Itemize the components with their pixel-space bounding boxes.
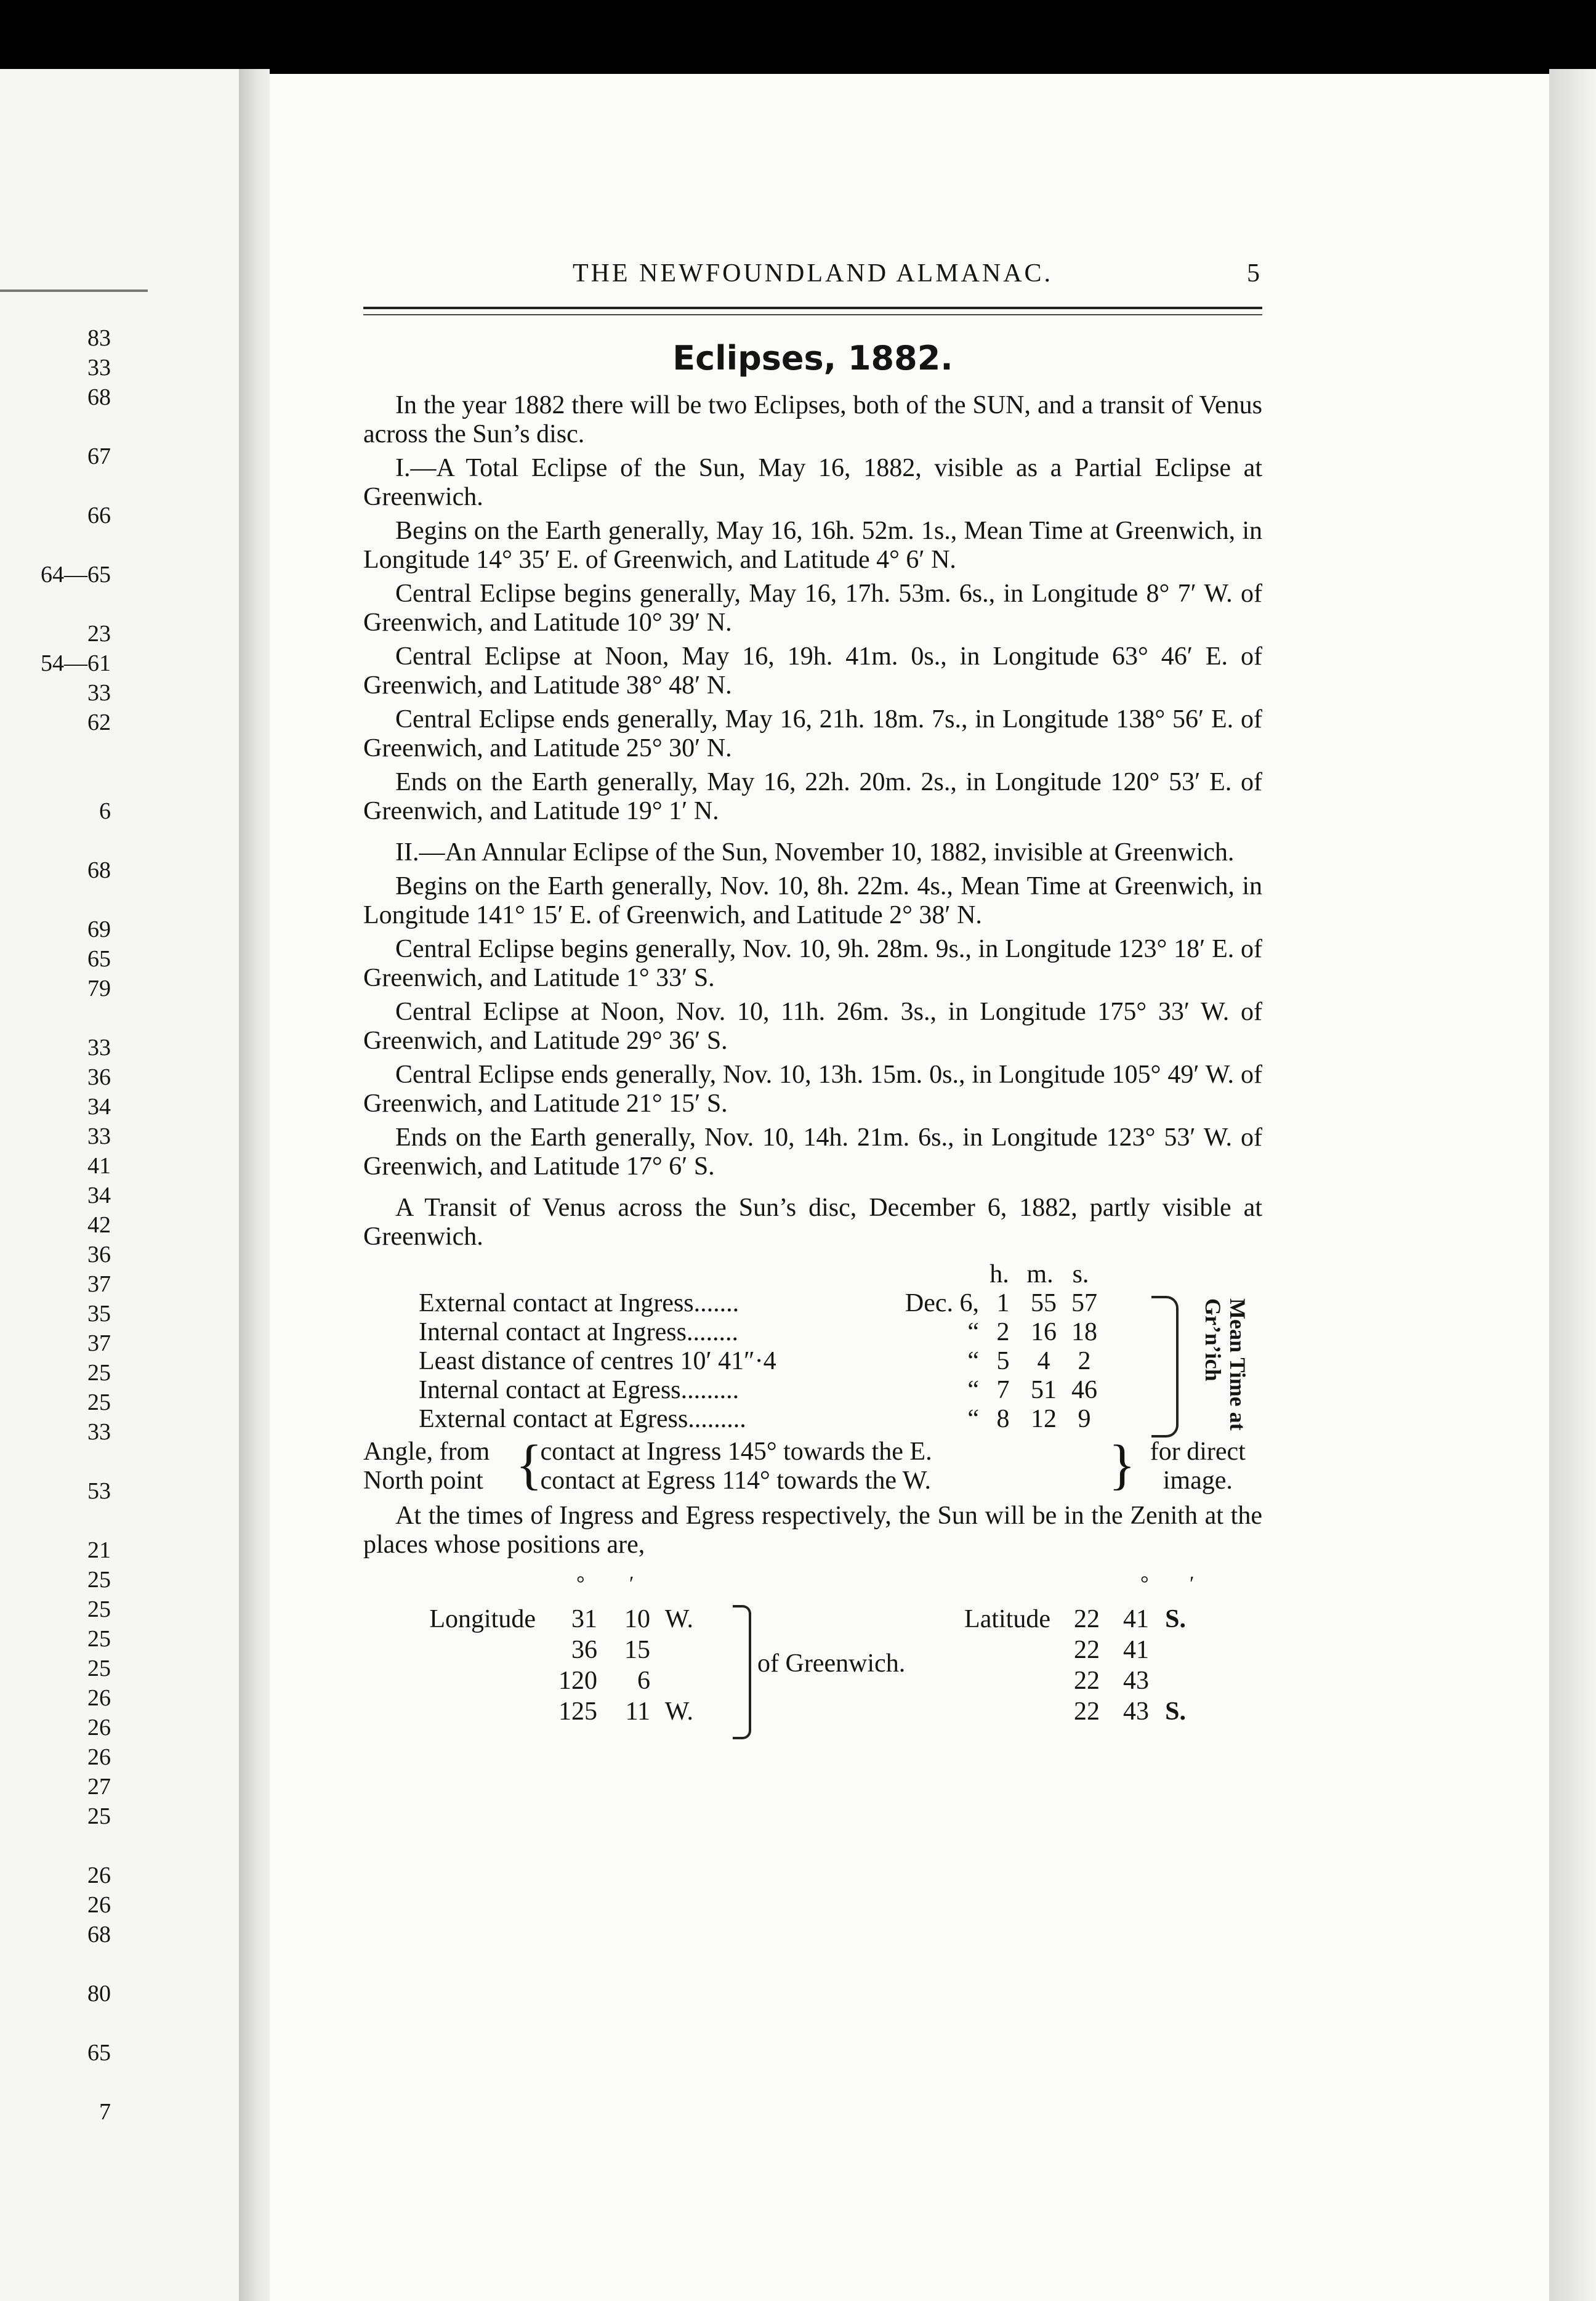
- zenith-cell: W.: [664, 1605, 693, 1633]
- angle-block: [363, 1434, 1262, 1495]
- paragraph: II.—An Annular Eclipse of the Sun, November 10, 1882, invisible at Greenwich.: [395, 838, 1235, 867]
- zenith-cell: [363, 1667, 536, 1696]
- left-page-number: 53: [87, 1478, 111, 1504]
- zenith-row: [363, 1605, 1262, 1634]
- transit-m: 4: [1037, 1347, 1050, 1375]
- left-page-number: [0, 826, 111, 855]
- left-page-number: 25: [87, 1567, 111, 1593]
- book-gutter: [239, 69, 270, 2301]
- zenith-cell: 43: [1123, 1697, 1149, 1726]
- left-page-number: 26: [87, 1744, 111, 1770]
- zenith-cell: 22: [1074, 1697, 1100, 1726]
- left-page-number: 26: [87, 1685, 111, 1711]
- right-brace: [1151, 1296, 1179, 1438]
- page-number: 5: [1247, 259, 1262, 288]
- paragraph: Central Eclipse begins generally, Nov. 10, 9h. 28m. 9s., in Longitude 123° 18′ E. of Greenwich, and Latitude 1° 33′ S.: [363, 935, 1262, 992]
- left-page-number: 37: [87, 1330, 111, 1356]
- left-page-number: 25: [87, 1626, 111, 1652]
- left-brace: {: [515, 1434, 542, 1495]
- left-page-number: [0, 2068, 111, 2097]
- left-page-number: 64—65: [41, 562, 111, 588]
- zenith-cell: [1149, 1667, 1186, 1696]
- zenith-cell: 22: [1074, 1636, 1100, 1664]
- paragraph: Central Eclipse ends generally, May 16, 21h. 18m. 7s., in Longitude 138° 56′ E. of Greenwich, and Latitude 25° 30′ N.: [363, 705, 1262, 762]
- left-page-number: [0, 885, 111, 915]
- paragraph: Central Eclipse begins generally, May 16, 17h. 53m. 6s., in Longitude 8° 7′ W. of Greenwich, and Latitude 10° 39′ N.: [363, 580, 1262, 637]
- left-page-number: [0, 530, 111, 560]
- transit-date: Dec. 6,: [905, 1289, 979, 1317]
- left-page-number: 33: [87, 1123, 111, 1149]
- transit-h: 8: [996, 1405, 1010, 1433]
- zenith-brace: [733, 1605, 751, 1739]
- left-page-number: 54—61: [41, 650, 111, 676]
- left-page-number: [0, 589, 111, 619]
- right-brace-angle: }: [1108, 1434, 1135, 1495]
- zenith-cell: [915, 1667, 1050, 1696]
- transit-date: “: [967, 1318, 979, 1346]
- transit-s: 46: [1071, 1376, 1097, 1404]
- transit-h: 5: [996, 1347, 1010, 1375]
- degree-symbol: °: [1140, 1572, 1149, 1595]
- zenith-table: [363, 1569, 1262, 1773]
- running-head: [363, 259, 1262, 296]
- running-head-title: THE NEWFOUNDLAND ALMANAC.: [572, 259, 1054, 288]
- transit-s: 9: [1078, 1405, 1091, 1433]
- transit-label: Internal contact at Egress.........: [419, 1376, 740, 1404]
- transit-label: Internal contact at Ingress........: [419, 1318, 738, 1346]
- transit-m: 55: [1031, 1289, 1057, 1317]
- transit-date: “: [967, 1376, 979, 1404]
- zenith-cell: 15: [624, 1636, 650, 1664]
- transit-label: External contact at Ingress.......: [419, 1289, 740, 1317]
- left-page-number: [0, 1949, 111, 1979]
- transit-row: [363, 1347, 1262, 1376]
- col-minutes: m.: [1026, 1260, 1054, 1288]
- left-page-number: 41: [87, 1153, 111, 1179]
- minute-symbol: ′: [629, 1572, 634, 1595]
- zenith-cell: [650, 1667, 693, 1696]
- left-page-number: 79: [87, 976, 111, 1001]
- left-page-number: 25: [87, 1389, 111, 1415]
- left-page-number: 25: [87, 1803, 111, 1829]
- left-page-number: 36: [87, 1064, 111, 1090]
- left-page-number: 26: [87, 1715, 111, 1741]
- left-page-number: 7: [99, 2099, 111, 2125]
- left-page-number: 66: [87, 503, 111, 528]
- transit-date: “: [967, 1405, 979, 1433]
- ingress-angle: contact at Ingress 145° towards the E.: [540, 1438, 932, 1466]
- zenith-cell: 22: [1074, 1667, 1100, 1695]
- zenith-intro: At the times of Ingress and Egress respectively, the Sun will be in the Zenith at the places whose positions are,: [363, 1502, 1262, 1559]
- transit-h: 2: [996, 1318, 1010, 1346]
- left-page-number: 65: [87, 2040, 111, 2066]
- left-page-number: 23: [87, 621, 111, 647]
- paragraph: Central Eclipse ends generally, Nov. 10, 13h. 15m. 0s., in Longitude 105° 49′ W. of Greenwich, and Latitude 21° 15′ S.: [363, 1061, 1262, 1118]
- zenith-cell: 36: [571, 1636, 597, 1664]
- zenith-cell: 6: [637, 1667, 650, 1695]
- left-page-number: 25: [87, 1360, 111, 1386]
- transit-table-header: [363, 1260, 1262, 1289]
- left-page-number: [0, 1447, 111, 1476]
- minute-symbol: ′: [1190, 1572, 1195, 1595]
- transit-row: [363, 1376, 1262, 1405]
- left-page-number: [0, 2008, 111, 2038]
- left-page-number: 35: [87, 1301, 111, 1327]
- angle-label: Angle, from: [363, 1438, 490, 1466]
- left-page-number: 80: [87, 1981, 111, 2007]
- left-page-number: 68: [87, 857, 111, 883]
- left-page-number: 33: [87, 355, 111, 381]
- paragraph: Ends on the Earth generally, May 16, 22h. 20m. 2s., in Longitude 120° 53′ E. of Greenwich, and Latitude 19° 1′ N.: [363, 768, 1262, 825]
- left-page-number: 68: [87, 1922, 111, 1947]
- zenith-cell: [650, 1636, 693, 1665]
- left-page-rule: [0, 289, 148, 292]
- col-seconds: s.: [1072, 1260, 1089, 1288]
- left-page-number: 25: [87, 1656, 111, 1681]
- egress-angle: contact at Egress 114° towards the W.: [540, 1466, 932, 1495]
- left-page-reference-numbers: [0, 323, 111, 2127]
- zenith-cell: [363, 1636, 536, 1665]
- paragraph: Central Eclipse at Noon, Nov. 10, 11h. 26m. 3s., in Longitude 175° 33′ W. of Greenwich, and Latitude 29° 36′ S.: [363, 998, 1262, 1055]
- paragraph: A Transit of Venus across the Sun’s disc, December 6, 1882, partly visible at Greenwich.: [363, 1194, 1262, 1251]
- left-page-number: 62: [87, 710, 111, 735]
- transit-m: 16: [1031, 1318, 1057, 1346]
- left-page-number: [0, 471, 111, 501]
- left-page-number: [0, 1831, 111, 1861]
- paragraph: In the year 1882 there will be two Eclipses, both of the SUN, and a transit of Venus across the Sun’s disc.: [363, 391, 1262, 448]
- left-page-number: 27: [87, 1774, 111, 1800]
- page-edge: [1549, 69, 1596, 2301]
- left-page-number: [0, 1506, 111, 1535]
- zenith-cell: W.: [664, 1697, 693, 1726]
- zenith-cell: [915, 1697, 1050, 1726]
- left-page-number: 33: [87, 680, 111, 706]
- left-page-number: 25: [87, 1596, 111, 1622]
- transit-row: [363, 1405, 1262, 1434]
- header-rule-thin: [363, 314, 1262, 315]
- left-page-number: 34: [87, 1183, 111, 1208]
- zenith-cell: [693, 1697, 915, 1726]
- left-page-number: [0, 412, 111, 442]
- transit-s: 18: [1071, 1318, 1097, 1346]
- left-page-number: [0, 767, 111, 796]
- paragraph: Ends on the Earth generally, Nov. 10, 14h. 21m. 6s., in Longitude 123° 53′ W. of Greenwich, and Latitude 17° 6′ S.: [363, 1123, 1262, 1181]
- left-page-number: 68: [87, 384, 111, 410]
- left-page-number: 69: [87, 916, 111, 942]
- left-page-number: 21: [87, 1537, 111, 1563]
- left-page-number: 34: [87, 1094, 111, 1120]
- zenith-cell: 31: [571, 1605, 597, 1633]
- left-page-number: 42: [87, 1212, 111, 1238]
- left-page-number: 67: [87, 443, 111, 469]
- zenith-cell: [1149, 1636, 1186, 1665]
- left-page-number: 36: [87, 1242, 111, 1268]
- left-page-number: 65: [87, 946, 111, 972]
- left-page-number: 33: [87, 1419, 111, 1445]
- left-page-number: 26: [87, 1862, 111, 1888]
- left-page-number: 26: [87, 1892, 111, 1918]
- degree-symbol: °: [576, 1572, 585, 1595]
- transit-row: [363, 1318, 1262, 1347]
- left-page-number: [0, 737, 111, 767]
- direct-label: for direct: [1150, 1438, 1246, 1466]
- zenith-cell: S.: [1165, 1605, 1186, 1633]
- zenith-cell: 120: [558, 1667, 597, 1695]
- transit-s: 2: [1078, 1347, 1091, 1375]
- paragraph: I.—A Total Eclipse of the Sun, May 16, 1882, visible as a Partial Eclipse at Greenwich.: [363, 454, 1262, 511]
- transit-m: 51: [1031, 1376, 1057, 1404]
- zenith-cell: [363, 1697, 536, 1726]
- left-page-number: 6: [99, 798, 111, 824]
- image-label: image.: [1163, 1466, 1233, 1495]
- zenith-cell: [693, 1605, 915, 1634]
- left-page-number: 37: [87, 1271, 111, 1297]
- paragraph: Central Eclipse at Noon, May 16, 19h. 41m. 0s., in Longitude 63° 46′ E. of Greenwich, and Latitude 38° 48′ N.: [363, 642, 1262, 700]
- zenith-cell: Longitude: [429, 1605, 536, 1633]
- transit-label: External contact at Egress.........: [419, 1405, 746, 1433]
- col-hours: h.: [989, 1260, 1009, 1288]
- transit-label: Least distance of centres 10′ 41″·4: [419, 1347, 776, 1375]
- section-title: Eclipses, 1882.: [672, 339, 953, 378]
- north-point-label: North point: [363, 1466, 483, 1495]
- zenith-cell: [915, 1636, 1050, 1665]
- zenith-cell: 43: [1123, 1667, 1149, 1695]
- left-page-number: 83: [87, 325, 111, 351]
- zenith-cell: 41: [1123, 1636, 1149, 1664]
- transit-h: 7: [996, 1376, 1010, 1404]
- of-greenwich: of Greenwich.: [757, 1649, 906, 1678]
- transit-date: “: [967, 1347, 979, 1375]
- zenith-cell: S.: [1165, 1697, 1186, 1726]
- left-page-number: [0, 1003, 111, 1033]
- zenith-cell: 41: [1123, 1605, 1149, 1633]
- paragraph: Begins on the Earth generally, Nov. 10, 8h. 22m. 4s., Mean Time at Greenwich, in Longitude 141° 15′ E. of Greenwich, and Latitude 2° 38′ N.: [363, 872, 1262, 929]
- zenith-cell: 11: [625, 1697, 650, 1726]
- zenith-row: [363, 1697, 1262, 1726]
- transit-table: [363, 1260, 1262, 1434]
- mean-time-note: Mean Time at Gr’n’ich: [1201, 1298, 1250, 1431]
- page-content: [363, 259, 1262, 1773]
- zenith-cell: 22: [1074, 1605, 1100, 1633]
- zenith-cell: 125: [558, 1697, 597, 1726]
- zenith-cell: 10: [624, 1605, 650, 1633]
- transit-s: 57: [1071, 1289, 1097, 1317]
- left-page-number: 33: [87, 1035, 111, 1061]
- paragraph: Begins on the Earth generally, May 16, 16h. 52m. 1s., Mean Time at Greenwich, in Longitude 14° 35′ E. of Greenwich, and Latitude 4° 6′ N.: [363, 517, 1262, 574]
- transit-m: 12: [1031, 1405, 1057, 1433]
- transit-h: 1: [996, 1289, 1010, 1317]
- zenith-cell: Latitude: [964, 1605, 1050, 1633]
- header-rule: [363, 307, 1262, 309]
- transit-row: [363, 1289, 1262, 1318]
